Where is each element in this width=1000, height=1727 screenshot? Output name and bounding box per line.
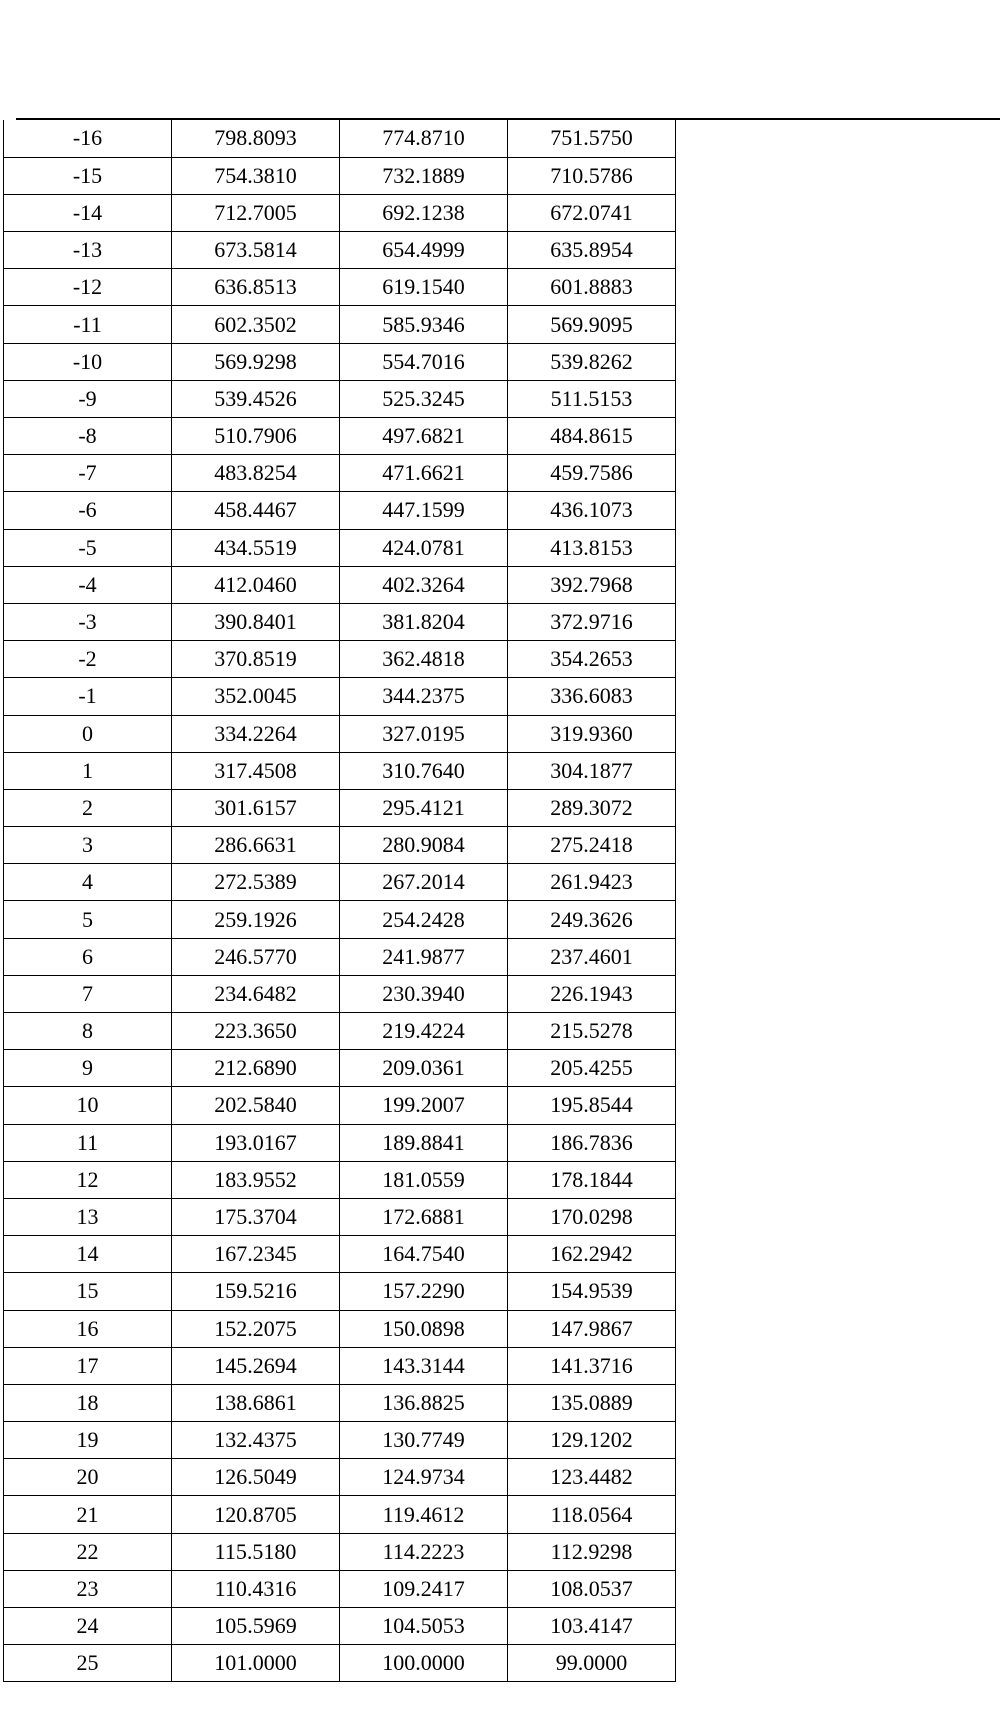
value-cell: 635.8954 [508,232,676,269]
row-label-cell: 25 [4,1645,172,1682]
table-row [4,901,676,938]
table-row [4,269,676,306]
row-label-cell: 19 [4,1422,172,1459]
row-label-cell: -8 [4,418,172,455]
value-cell: 254.2428 [340,901,508,938]
table-row [4,1273,676,1310]
value-cell: 124.9734 [340,1459,508,1496]
value-cell: 289.3072 [508,789,676,826]
table-row [4,380,676,417]
value-cell: 751.5750 [508,120,676,157]
value-cell: 189.8841 [340,1124,508,1161]
row-label-cell: 10 [4,1087,172,1124]
value-cell: 392.7968 [508,566,676,603]
table-row [4,1384,676,1421]
row-label-cell: 0 [4,715,172,752]
value-cell: 673.5814 [172,232,340,269]
value-cell: 362.4818 [340,641,508,678]
value-cell: 147.9867 [508,1310,676,1347]
value-cell: 344.2375 [340,678,508,715]
row-label-cell: -11 [4,306,172,343]
value-cell: 249.3626 [508,901,676,938]
row-label-cell: -4 [4,566,172,603]
value-cell: 120.8705 [172,1496,340,1533]
value-cell: 259.1926 [172,901,340,938]
value-cell: 447.1599 [340,492,508,529]
row-label-cell: 13 [4,1198,172,1235]
value-cell: 157.2290 [340,1273,508,1310]
value-cell: 310.7640 [340,752,508,789]
value-cell: 754.3810 [172,157,340,194]
table-row [4,566,676,603]
value-cell: 193.0167 [172,1124,340,1161]
value-cell: 246.5770 [172,938,340,975]
value-cell: 104.5053 [340,1608,508,1645]
row-label-cell: 3 [4,827,172,864]
value-cell: 569.9298 [172,343,340,380]
value-cell: 199.2007 [340,1087,508,1124]
value-cell: 390.8401 [172,603,340,640]
table-row [4,492,676,529]
value-cell: 798.8093 [172,120,340,157]
table-row [4,678,676,715]
value-cell: 301.6157 [172,789,340,826]
row-label-cell: 24 [4,1608,172,1645]
value-cell: 286.6631 [172,827,340,864]
value-cell: 162.2942 [508,1236,676,1273]
table-row [4,1087,676,1124]
row-label-cell: -16 [4,120,172,157]
value-cell: 135.0889 [508,1384,676,1421]
row-label-cell: 18 [4,1384,172,1421]
value-cell: 170.0298 [508,1198,676,1235]
value-cell: 370.8519 [172,641,340,678]
row-label-cell: 6 [4,938,172,975]
row-label-cell: 8 [4,1013,172,1050]
value-cell: 336.6083 [508,678,676,715]
value-cell: 114.2223 [340,1533,508,1570]
table-row [4,1236,676,1273]
value-cell: 317.4508 [172,752,340,789]
row-label-cell: 12 [4,1161,172,1198]
value-cell: 110.4316 [172,1570,340,1607]
value-cell: 554.7016 [340,343,508,380]
value-cell: 105.5969 [172,1608,340,1645]
table-row [4,1310,676,1347]
value-cell: 267.2014 [340,864,508,901]
value-cell: 159.5216 [172,1273,340,1310]
table-row [4,157,676,194]
row-label-cell: 2 [4,789,172,826]
row-label-cell: -9 [4,380,172,417]
value-cell: 372.9716 [508,603,676,640]
value-cell: 164.7540 [340,1236,508,1273]
row-label-cell: -6 [4,492,172,529]
table-row [4,1496,676,1533]
row-label-cell: -13 [4,232,172,269]
value-cell: 183.9552 [172,1161,340,1198]
table-row [4,752,676,789]
table-row [4,1347,676,1384]
value-cell: 434.5519 [172,529,340,566]
value-cell: 186.7836 [508,1124,676,1161]
value-cell: 101.0000 [172,1645,340,1682]
table-row [4,1050,676,1087]
value-cell: 295.4121 [340,789,508,826]
row-label-cell: 5 [4,901,172,938]
value-cell: 710.5786 [508,157,676,194]
row-label-cell: 16 [4,1310,172,1347]
table-row [4,1161,676,1198]
row-label-cell: 20 [4,1459,172,1496]
data-table [3,120,676,1682]
row-label-cell: 4 [4,864,172,901]
value-cell: 272.5389 [172,864,340,901]
table-row [4,715,676,752]
value-cell: 118.0564 [508,1496,676,1533]
value-cell: 352.0045 [172,678,340,715]
value-cell: 230.3940 [340,975,508,1012]
value-cell: 602.3502 [172,306,340,343]
table-body [4,120,676,1682]
value-cell: 219.4224 [340,1013,508,1050]
value-cell: 619.1540 [340,269,508,306]
row-label-cell: 11 [4,1124,172,1161]
value-cell: 126.5049 [172,1459,340,1496]
value-cell: 175.3704 [172,1198,340,1235]
value-cell: 178.1844 [508,1161,676,1198]
table-row [4,1124,676,1161]
table-row [4,232,676,269]
table-row [4,938,676,975]
table-row [4,1608,676,1645]
table-row [4,603,676,640]
value-cell: 215.5278 [508,1013,676,1050]
table-row [4,1013,676,1050]
value-cell: 654.4999 [340,232,508,269]
value-cell: 525.3245 [340,380,508,417]
row-label-cell: 9 [4,1050,172,1087]
value-cell: 458.4467 [172,492,340,529]
row-label-cell: 15 [4,1273,172,1310]
value-cell: 539.8262 [508,343,676,380]
value-cell: 234.6482 [172,975,340,1012]
table-row [4,306,676,343]
value-cell: 209.0361 [340,1050,508,1087]
table-row [4,789,676,826]
table-row [4,418,676,455]
value-cell: 484.8615 [508,418,676,455]
value-cell: 143.3144 [340,1347,508,1384]
value-cell: 510.7906 [172,418,340,455]
value-cell: 226.1943 [508,975,676,1012]
value-cell: 436.1073 [508,492,676,529]
row-label-cell: 22 [4,1533,172,1570]
value-cell: 202.5840 [172,1087,340,1124]
value-cell: 138.6861 [172,1384,340,1421]
value-cell: 172.6881 [340,1198,508,1235]
row-label-cell: -2 [4,641,172,678]
value-cell: 108.0537 [508,1570,676,1607]
value-cell: 136.8825 [340,1384,508,1421]
row-label-cell: -5 [4,529,172,566]
table-row [4,1198,676,1235]
table-row [4,120,676,157]
row-label-cell: 23 [4,1570,172,1607]
value-cell: 424.0781 [340,529,508,566]
value-cell: 195.8544 [508,1087,676,1124]
value-cell: 103.4147 [508,1608,676,1645]
value-cell: 119.4612 [340,1496,508,1533]
value-cell: 167.2345 [172,1236,340,1273]
value-cell: 483.8254 [172,455,340,492]
row-label-cell: 14 [4,1236,172,1273]
value-cell: 130.7749 [340,1422,508,1459]
value-cell: 150.0898 [340,1310,508,1347]
value-cell: 692.1238 [340,194,508,231]
value-cell: 402.3264 [340,566,508,603]
value-cell: 109.2417 [340,1570,508,1607]
value-cell: 237.4601 [508,938,676,975]
table-row [4,641,676,678]
value-cell: 672.0741 [508,194,676,231]
value-cell: 123.4482 [508,1459,676,1496]
table-row [4,343,676,380]
row-label-cell: -15 [4,157,172,194]
value-cell: 129.1202 [508,1422,676,1459]
value-cell: 471.6621 [340,455,508,492]
value-cell: 511.5153 [508,380,676,417]
value-cell: 569.9095 [508,306,676,343]
value-cell: 241.9877 [340,938,508,975]
row-label-cell: 17 [4,1347,172,1384]
table-row [4,455,676,492]
table-row [4,1422,676,1459]
table-row [4,1533,676,1570]
value-cell: 275.2418 [508,827,676,864]
table-row [4,975,676,1012]
value-cell: 212.6890 [172,1050,340,1087]
value-cell: 539.4526 [172,380,340,417]
value-cell: 327.0195 [340,715,508,752]
value-cell: 712.7005 [172,194,340,231]
value-cell: 497.6821 [340,418,508,455]
value-cell: 100.0000 [340,1645,508,1682]
value-cell: 205.4255 [508,1050,676,1087]
value-cell: 261.9423 [508,864,676,901]
table-row [4,1645,676,1682]
table-row [4,1570,676,1607]
value-cell: 223.3650 [172,1013,340,1050]
row-label-cell: -1 [4,678,172,715]
value-cell: 381.8204 [340,603,508,640]
row-label-cell: 21 [4,1496,172,1533]
value-cell: 304.1877 [508,752,676,789]
value-cell: 732.1889 [340,157,508,194]
row-label-cell: -3 [4,603,172,640]
value-cell: 99.0000 [508,1645,676,1682]
value-cell: 354.2653 [508,641,676,678]
row-label-cell: 1 [4,752,172,789]
row-label-cell: 7 [4,975,172,1012]
value-cell: 141.3716 [508,1347,676,1384]
value-cell: 280.9084 [340,827,508,864]
value-cell: 459.7586 [508,455,676,492]
value-cell: 601.8883 [508,269,676,306]
value-cell: 145.2694 [172,1347,340,1384]
row-label-cell: -14 [4,194,172,231]
table-row [4,529,676,566]
row-label-cell: -10 [4,343,172,380]
value-cell: 585.9346 [340,306,508,343]
table-row [4,1459,676,1496]
row-label-cell: -12 [4,269,172,306]
value-cell: 636.8513 [172,269,340,306]
value-cell: 154.9539 [508,1273,676,1310]
table-row [4,194,676,231]
value-cell: 152.2075 [172,1310,340,1347]
value-cell: 181.0559 [340,1161,508,1198]
value-cell: 115.5180 [172,1533,340,1570]
value-cell: 112.9298 [508,1533,676,1570]
value-cell: 412.0460 [172,566,340,603]
row-label-cell: -7 [4,455,172,492]
table-row [4,827,676,864]
value-cell: 413.8153 [508,529,676,566]
value-cell: 132.4375 [172,1422,340,1459]
value-cell: 774.8710 [340,120,508,157]
value-cell: 334.2264 [172,715,340,752]
value-cell: 319.9360 [508,715,676,752]
table-row [4,864,676,901]
